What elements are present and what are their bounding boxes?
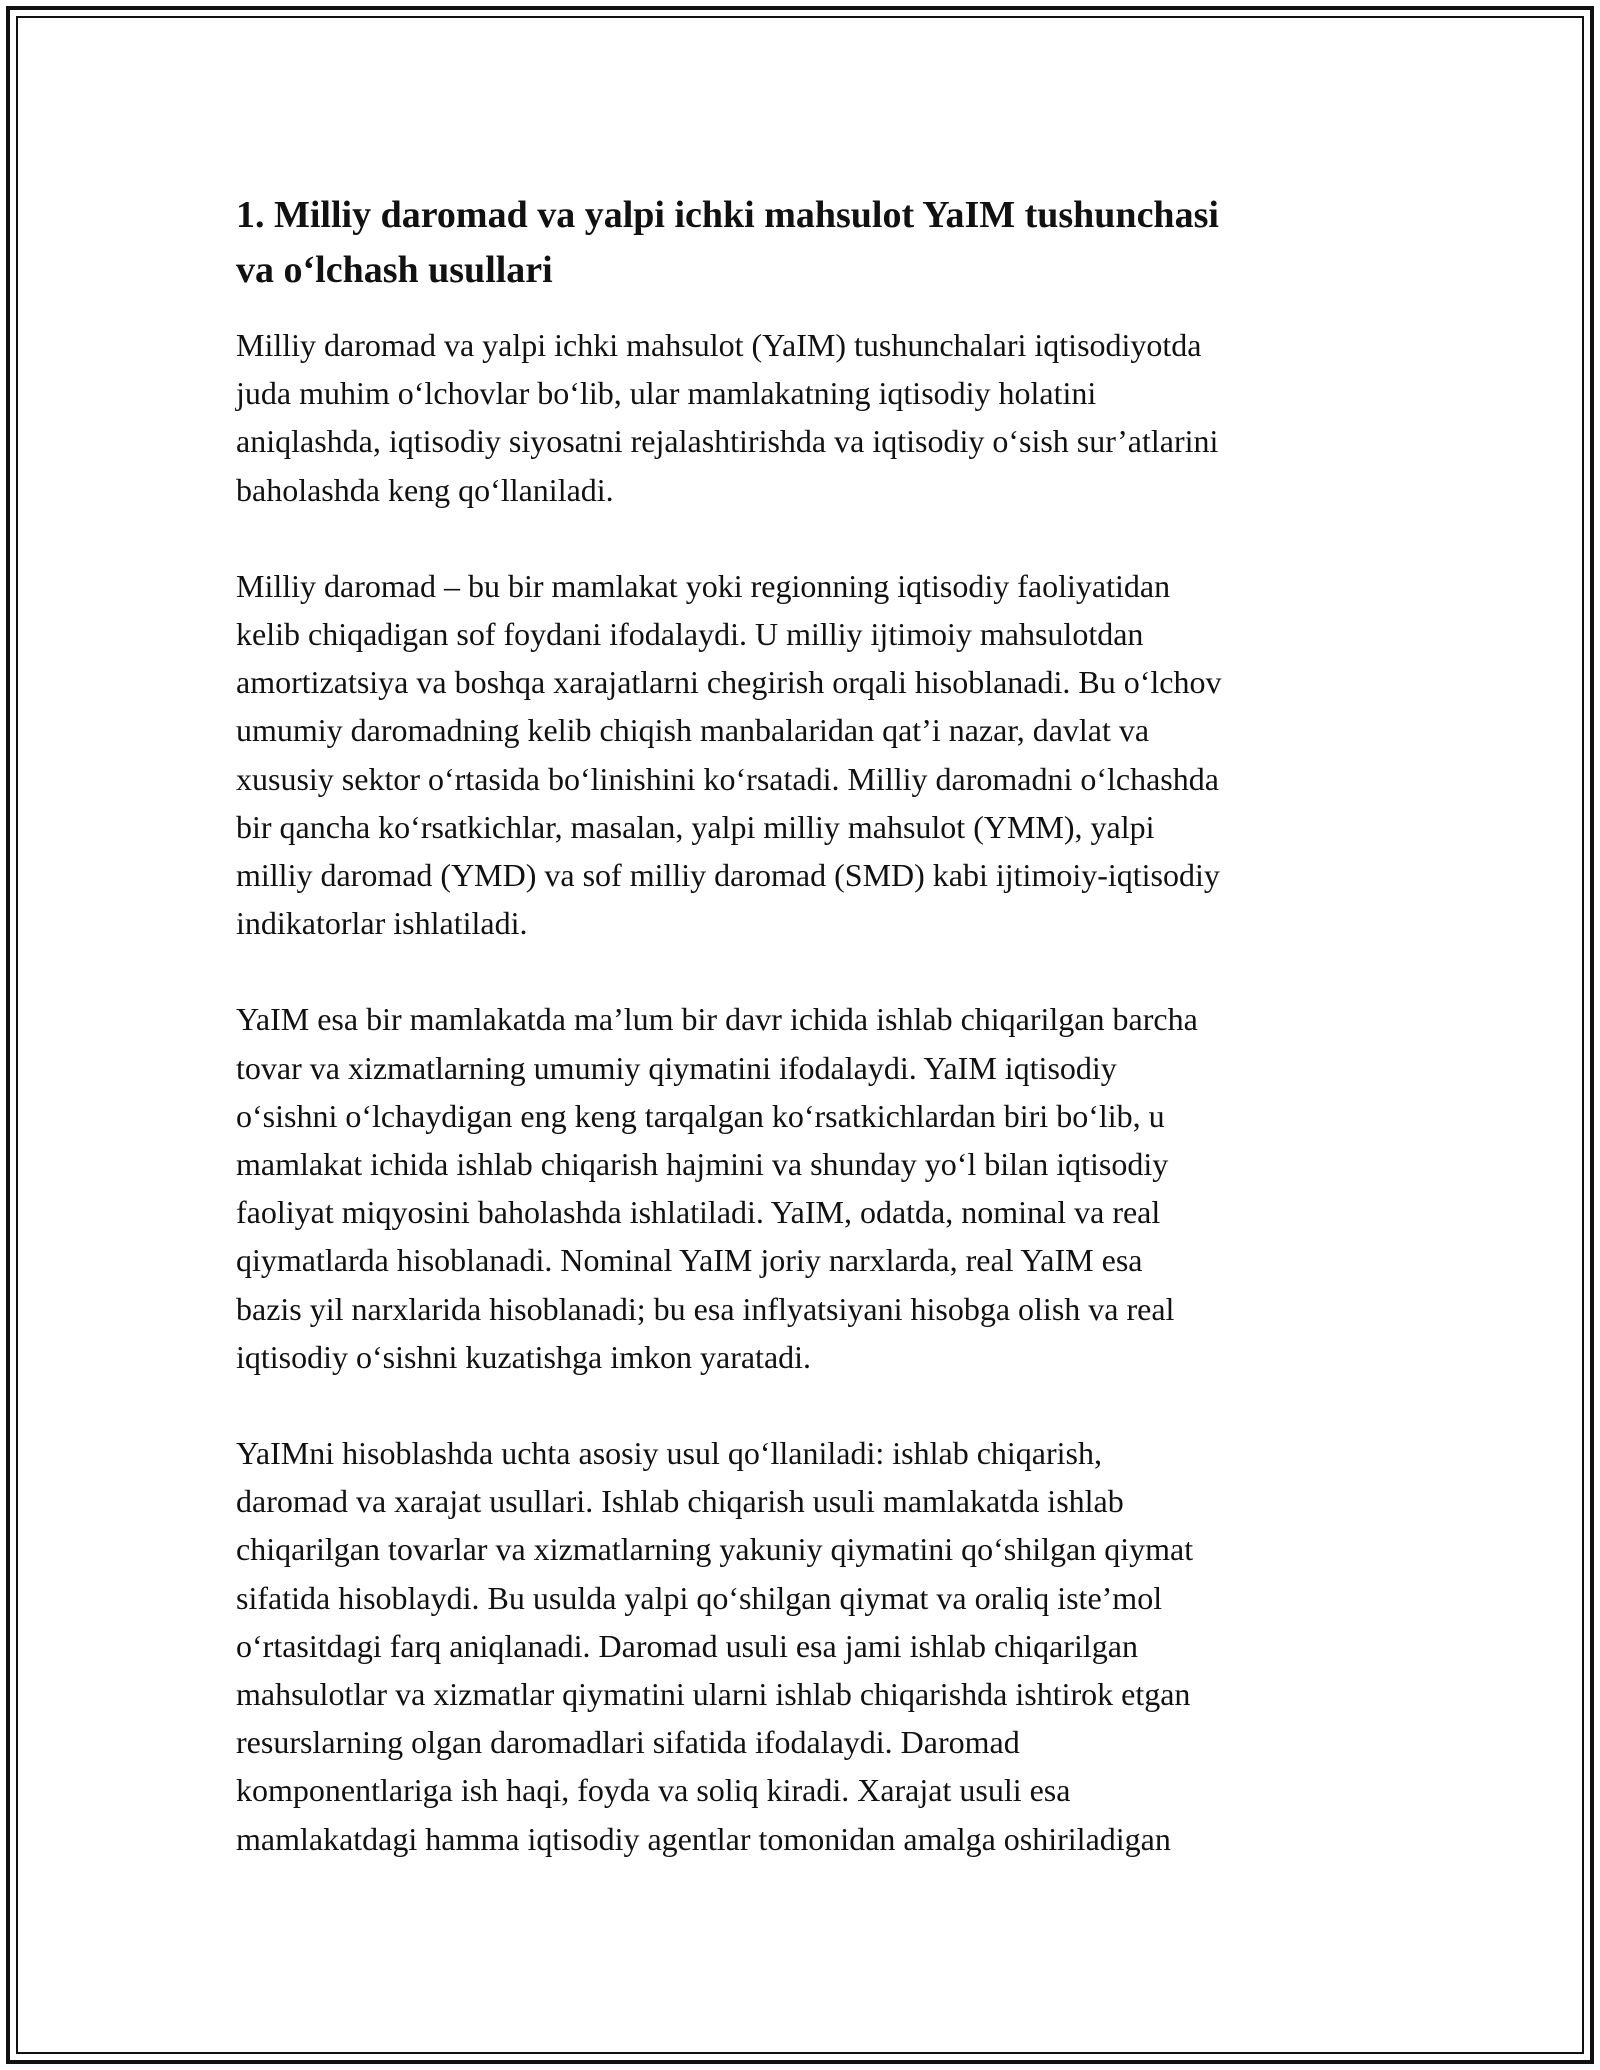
heading-line: 1. Milliy daromad va yalpi ichki mahsulot YaIM tushunchasi xyxy=(236,194,1219,236)
text-line: aniqlashda, iqtisodiy siyosatni rejalashtirishda va iqtisodiy o‘sish sur’atlarini xyxy=(236,423,1219,460)
paragraph-national-income xyxy=(236,562,1376,948)
text-line: chiqarilgan tovarlar va xizmatlarning yakuniy qiymatini qo‘shilgan qiymat xyxy=(236,1531,1194,1568)
paragraph-intro xyxy=(236,321,1376,514)
text-line: iqtisodiy o‘sishni kuzatishga imkon yaratadi. xyxy=(236,1338,812,1375)
text-line: YaIMni hisoblashda uchta asosiy usul qo‘llaniladi: ishlab chiqarish, xyxy=(236,1435,1102,1472)
text-line: indikatorlar ishlatiladi. xyxy=(236,905,528,942)
text-line: qiymatlarda hisoblanadi. Nominal YaIM joriy narxlarda, real YaIM esa xyxy=(236,1242,1143,1279)
text-line: YaIM esa bir mamlakatda ma’lum bir davr ichida ishlab chiqarilgan barcha xyxy=(236,1001,1198,1038)
heading-line: va o‘lchash usullari xyxy=(236,249,553,291)
text-line: o‘rtasitdagi farq aniqlanadi. Daromad usuli esa jami ishlab chiqarilgan xyxy=(236,1627,1138,1664)
text-line: Milliy daromad va yalpi ichki mahsulot (YaIM) tushunchalari iqtisodiyotda xyxy=(236,327,1202,363)
text-line: mahsulotlar va xizmatlar qiymatini ularni ishlab chiqarishda ishtirok etgan xyxy=(236,1676,1191,1713)
text-line: mamlakatdagi hamma iqtisodiy agentlar tomonidan amalga oshiriladigan xyxy=(236,1820,1171,1857)
text-line: komponentlariga ish haqi, foyda va soliq kiradi. Xarajat usuli esa xyxy=(236,1772,1071,1809)
text-line: juda muhim o‘lchovlar bo‘lib, ular mamlakatning iqtisodiy holatini xyxy=(236,375,1097,412)
text-line: kelib chiqadigan sof foydani ifodalaydi. U milliy ijtimoiy mahsulotdan xyxy=(236,616,1144,653)
text-line: daromad va xarajat usullari. Ishlab chiqarish usuli mamlakatda ishlab xyxy=(236,1483,1124,1520)
text-line: milliy daromad (YMD) va sof milliy daromad (SMD) kabi ijtimoiy-iqtisodiy xyxy=(236,857,1220,894)
text-line: umumiy daromadning kelib chiqish manbalaridan qat’i nazar, davlat va xyxy=(236,712,1150,749)
text-line: bazis yil narxlarida hisoblanadi; bu esa inflyatsiyani hisobga olish va real xyxy=(236,1290,1175,1327)
text-line: o‘sishni o‘lchaydigan eng keng tarqalgan ko‘rsatkichlardan biri bo‘lib, u xyxy=(236,1097,1165,1134)
paragraph-gdp-methods xyxy=(236,1429,1376,1863)
text-line: sifatida hisoblaydi. Bu usulda yalpi qo‘shilgan qiymat va oraliq iste’mol xyxy=(236,1579,1163,1616)
text-line: tovar va xizmatlarning umumiy qiymatini ifodalaydi. YaIM iqtisodiy xyxy=(236,1049,1117,1086)
text-line: baholashda keng qo‘llaniladi. xyxy=(236,471,614,508)
text-line: mamlakat ichida ishlab chiqarish hajmini va shunday yo‘l bilan iqtisodiy xyxy=(236,1146,1169,1183)
text-line: resurslarning olgan daromadlari sifatida ifodalaydi. Daromad xyxy=(236,1724,1020,1761)
text-line: bir qancha ko‘rsatkichlar, masalan, yalpi milliy mahsulot (YMM), yalpi xyxy=(236,808,1155,845)
section-heading xyxy=(236,188,1376,298)
document-body xyxy=(236,188,1376,1911)
text-line: xususiy sektor o‘rtasida bo‘linishini ko‘rsatadi. Milliy daromadni o‘lchashda xyxy=(236,760,1219,797)
text-line: amortizatsiya va boshqa xarajatlarni chegirish orqali hisoblanadi. Bu o‘lchov xyxy=(236,664,1222,701)
text-line: Milliy daromad – bu bir mamlakat yoki regionning iqtisodiy faoliyatidan xyxy=(236,567,1171,604)
paragraph-gdp xyxy=(236,995,1376,1381)
text-line: faoliyat miqyosini baholashda ishlatiladi. YaIM, odatda, nominal va real xyxy=(236,1194,1161,1231)
